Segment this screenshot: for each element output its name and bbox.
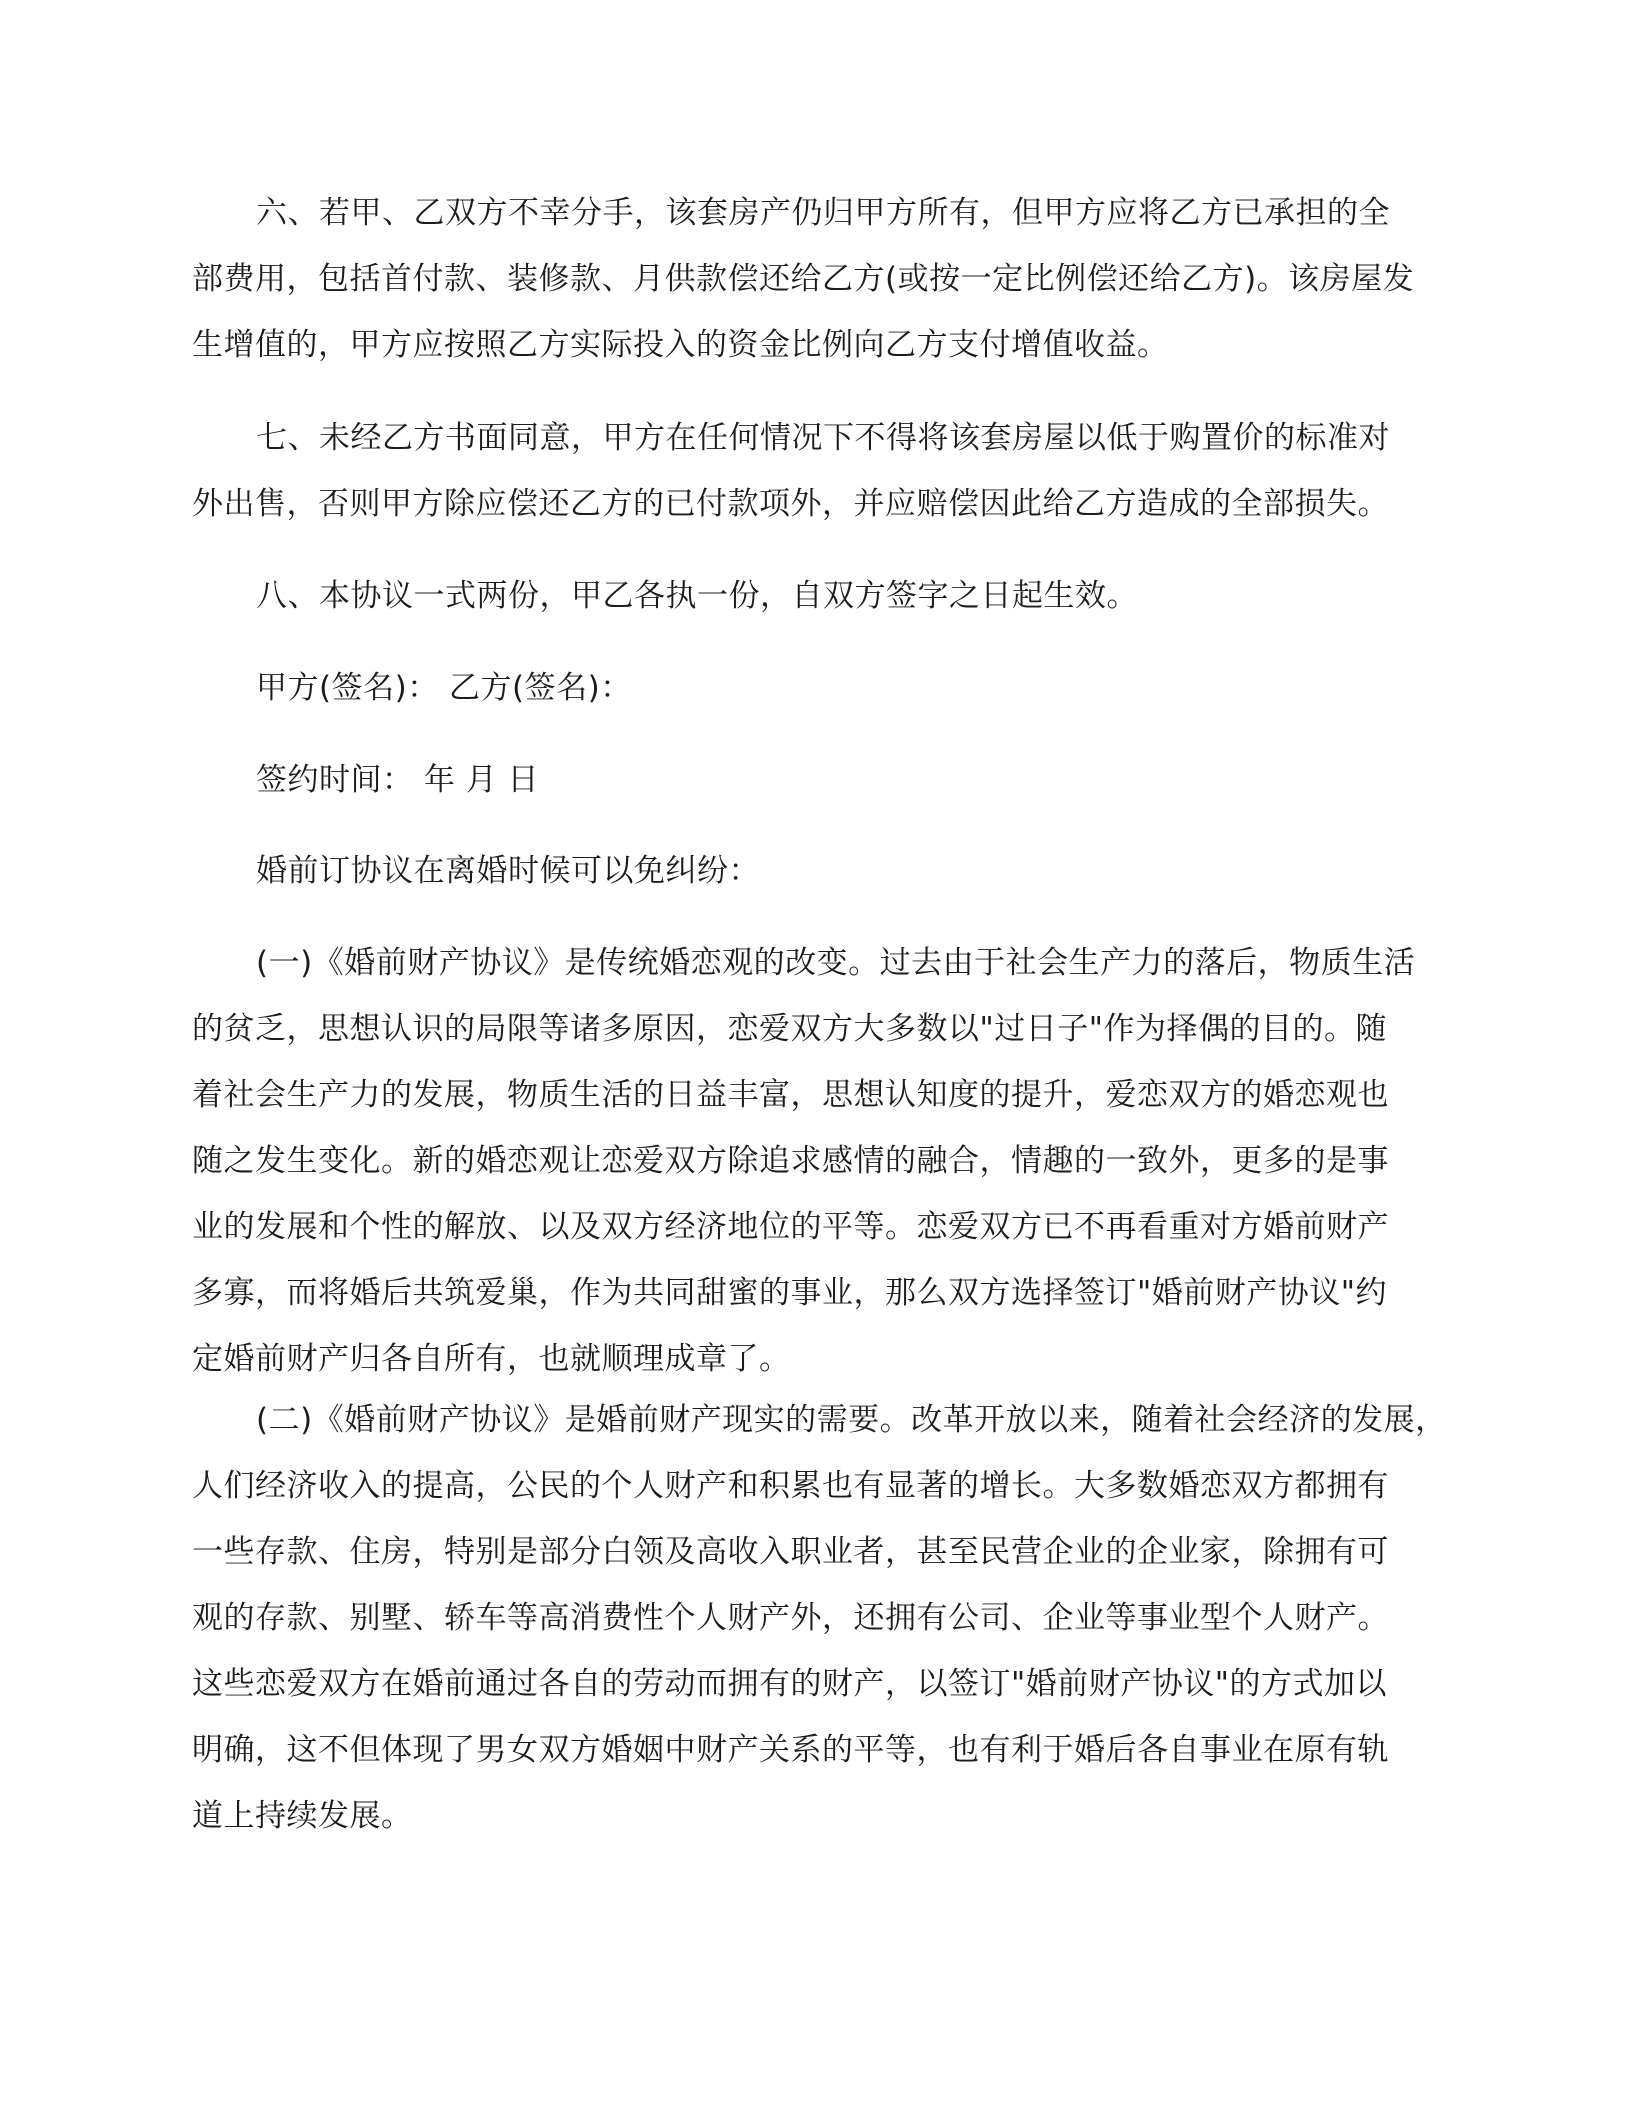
- sign-date-line: [192, 747, 1442, 813]
- clause-6-line-1: 六、若甲、乙双方不幸分手，该套房产仍归甲方所有，但甲方应将乙方已承担的全: [256, 195, 1390, 231]
- section-1: [192, 930, 1442, 1392]
- section-2-line-2: 人们经济收入的提高，公民的个人财产和积累也有显著的增长。大多数婚恋双方都拥有: [192, 1468, 1389, 1504]
- section-1-line-3: 着社会生产力的发展，物质生活的日益丰富，思想认知度的提升，爱恋双方的婚恋观也: [192, 1077, 1389, 1113]
- section-2: [192, 1387, 1447, 1849]
- section-1-line-7: 定婚前财产归各自所有，也就顺理成章了。: [192, 1341, 791, 1377]
- clause-7-line-2: 外出售，否则甲方除应偿还乙方的已付款项外，并应赔偿因此给乙方造成的全部损失。: [192, 486, 1389, 522]
- sign-date-label: 签约时间： 年 月 日: [256, 762, 540, 798]
- clause-6-line-2: 部费用，包括首付款、装修款、月供款偿还给乙方(或按一定比例偿还给乙方)。该房屋发: [192, 261, 1415, 297]
- clause-8: [192, 563, 1442, 629]
- section-2-line-5: 这些恋爱双方在婚前通过各自的劳动而拥有的财产，以签订"婚前财产协议"的方式加以: [192, 1666, 1388, 1702]
- section-1-line-2: 的贫乏，思想认识的局限等诸多原因，恋爱双方大多数以"过日子"作为择偶的目的。随: [192, 1011, 1388, 1047]
- clause-6: [192, 180, 1442, 378]
- clause-8-line-1: 八、本协议一式两份，甲乙各执一份，自双方签字之日起生效。: [256, 578, 1138, 614]
- section-1-line-4: 随之发生变化。新的婚恋观让恋爱双方除追求感情的融合，情趣的一致外，更多的是事: [192, 1143, 1389, 1179]
- clause-7-line-1: 七、未经乙方书面同意，甲方在任何情况下不得将该套房屋以低于购置价的标准对: [256, 420, 1390, 456]
- section-1-line-6: 多寡，而将婚后共筑爱巢，作为共同甜蜜的事业，那么双方选择签订"婚前财产协议"约: [192, 1275, 1388, 1311]
- section-2-line-3: 一些存款、住房，特别是部分白领及高收入职业者，甚至民营企业的企业家，除拥有可: [192, 1534, 1389, 1570]
- section-1-line-5: 业的发展和个性的解放、以及双方经济地位的平等。恋爱双方已不再看重对方婚前财产: [192, 1209, 1389, 1245]
- intro-text: 婚前订协议在离婚时候可以免纠纷：: [256, 853, 760, 889]
- section-2-line-6: 明确，这不但体现了男女双方婚姻中财产关系的平等，也有利于婚后各自事业在原有轨: [192, 1732, 1389, 1768]
- section-2-line-1: (二)《婚前财产协议》是婚前财产现实的需要。改革开放以来，随着社会经济的发展，: [256, 1402, 1447, 1438]
- section-1-line-1: (一)《婚前财产协议》是传统婚恋观的改变。过去由于社会生产力的落后，物质生活: [256, 945, 1416, 981]
- clause-7: [192, 405, 1442, 537]
- signature-labels: 甲方(签名)： 乙方(签名)：: [256, 670, 632, 706]
- signature-line: [192, 655, 1442, 721]
- section-2-line-4: 观的存款、别墅、轿车等高消费性个人财产外，还拥有公司、企业等事业型个人财产。: [192, 1600, 1389, 1636]
- clause-6-line-3: 生增值的，甲方应按照乙方实际投入的资金比例向乙方支付增值收益。: [192, 327, 1169, 363]
- intro-line: [192, 838, 1442, 904]
- section-2-line-7: 道上持续发展。: [192, 1798, 413, 1834]
